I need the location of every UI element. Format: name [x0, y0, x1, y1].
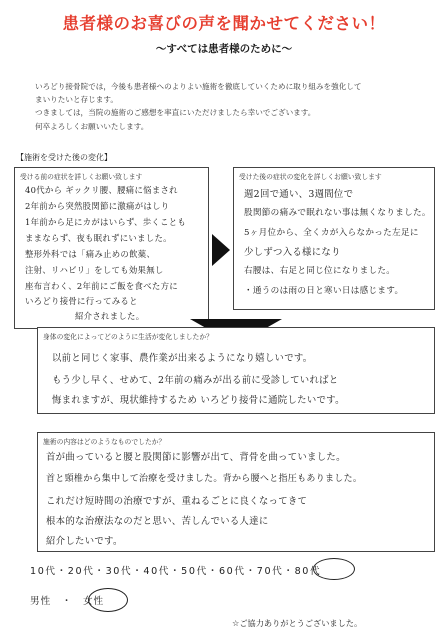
- after-answer-line: 股関節の痛みで眠れない事は無くなりました。: [244, 208, 431, 218]
- before-answer-line: 整形外科では「痛み止めの飲薬、: [25, 249, 156, 259]
- impression-answer-line: 紹介したいです。: [46, 536, 123, 547]
- after-answer-line: ・通うのは雨の日と寒い日は感じます。: [244, 286, 404, 296]
- page-title: 患者様のお喜びの声を聞かせてください！: [62, 14, 386, 33]
- intro-line: いろどり接骨院では，今後も患者様へのよりよい施術を徹底していくために取り組みを強化して: [35, 82, 362, 91]
- before-answer-line: 注射、リハビリ」をしても効果無し: [25, 265, 164, 275]
- before-answer-line: 座布言わく、2年前にご飯を食べた方に: [25, 281, 178, 291]
- sex-options: 男性 ・ 女性: [30, 596, 105, 607]
- intro-line: つきましては，当院の施術のご感想を率直にいただけましたら幸いでございます。: [35, 108, 316, 118]
- impression-answer-line: 首と頸椎から集中して治療を受けました。背から腰へと指圧もありました。: [46, 474, 363, 484]
- before-answer-line: ままならず、夜も眠れずにいました。: [25, 233, 172, 243]
- impression-box: [37, 432, 435, 552]
- after-answer-line: 少しずつ入る様になり: [244, 247, 341, 258]
- after-question: 受けた後の症状の変化を詳しくお願い致します: [239, 173, 382, 181]
- impression-answer-line: 根本的な治療法なのだと思い、苦しんでいる人達に: [46, 516, 269, 527]
- section-label: 【施術を受けた後の変化】: [16, 153, 112, 162]
- selected-age-circle: [313, 558, 355, 580]
- after-box: [233, 167, 435, 310]
- intro-text: [35, 80, 435, 133]
- impression-answer-line: これだけ短時間の治療ですが、重ねるごとに良くなってきて: [46, 496, 308, 507]
- arrow-right-icon: [210, 232, 232, 268]
- life-question: 身体の変化によってどのように生活が変化しましたか？: [43, 333, 213, 341]
- page-subtitle: 〜すべては患者様のために〜: [155, 43, 293, 55]
- intro-line: 何卒よろしくお願いいたします。: [35, 121, 149, 131]
- before-answer-line: 40代から ギックリ腰、腰痛に悩まされ: [25, 185, 178, 195]
- selected-sex-circle: [88, 588, 128, 612]
- impression-answer-line: 首が曲っていると腰と股関節に影響が出て、背骨を曲っていました。: [46, 452, 346, 463]
- before-answer-line: 紹介されました。: [75, 311, 145, 321]
- age-options: 10代・20代・30代・40代・50代・60代・70代・80代: [30, 566, 322, 577]
- life-box: [37, 327, 435, 414]
- impression-question: 施術の内容はどのようなものでしたか？: [43, 438, 166, 446]
- before-answer-line: いろどり接骨に行ってみると: [25, 296, 138, 306]
- intro-line: まいりたいと存じます。: [35, 95, 118, 105]
- life-answer-line: 悔まれますが、現状維持するため いろどり接骨に通院したいです。: [52, 395, 345, 406]
- after-answer-line: 右腰は、右足と同じ位になりました。: [244, 266, 396, 276]
- before-question: 受ける前の症状を詳しくお願い致します: [20, 173, 143, 181]
- life-answer-line: もう少し早く、せめて、2年前の痛みが出る前に受診していればと: [52, 375, 339, 386]
- before-answer-line: 1年前から足にカがはいらず、歩くことも: [25, 217, 187, 227]
- life-answer-line: 以前と同じく家事、農作業が出来るようになり嬉しいです。: [52, 353, 313, 364]
- after-answer-line: 5ヶ月位から、全くカが入らなかった左足に: [244, 228, 419, 238]
- before-box: [14, 167, 209, 329]
- thanks-note: ☆ご協力ありがとうございました。: [232, 618, 363, 628]
- after-answer-line: 週2回で通い、3週間位で: [244, 189, 354, 200]
- before-answer-line: 2年前から突然股関節に激痛がはしり: [25, 201, 170, 211]
